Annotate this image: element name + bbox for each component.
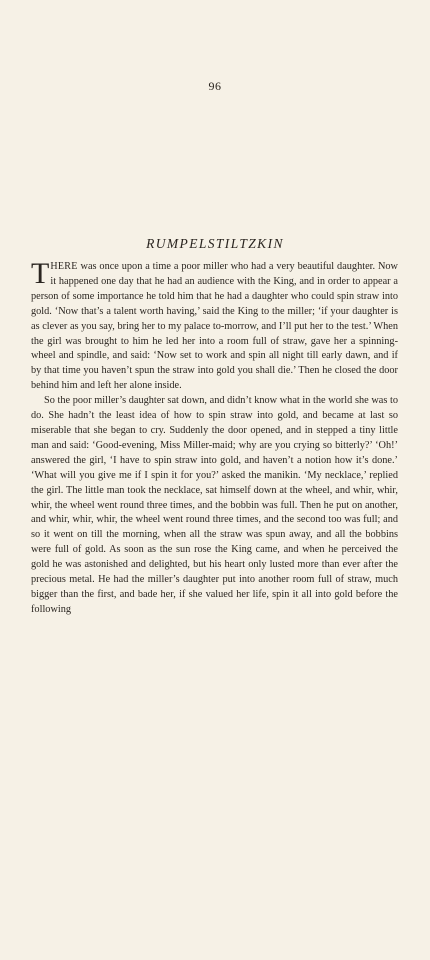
page-number: 96 [208,79,222,93]
story-body [31,257,398,618]
paragraph-1 [31,257,398,394]
paragraph-2: So the poor miller’s daughter sat down, and didn’t know what in the world she was to do. She hadn’t the least idea of how to spin straw into gold, and became at last so miserable that she began to cry. Suddenly the door opened, and in stepped a tiny little man and said: ‘Good-evening, Miss Miller-maid; why are you crying so bitterly?’ ‘Oh!’ answered the girl, ‘I have to spin straw into gold, and haven’t a notion how it’s done.’ ‘What will you give me if I spin it for you?’ asked the manikin. ‘My necklace,’ replied the girl. The little man took the necklace, sat himself down at the wheel, and whir, whir, whir, the wheel went round three times, and the bobbin was full. Then he put on another, and whir, whir, whir, the wheel went round three times, and the second too was full; and so it went on till the morning, when all the straw was spun away, and all the bobbins were full of gold. As soon as the sun rose the King came, and when he perceived the gold he was astonished and delighted, but his heart only lusted more than ever after the precious metal. He had the miller’s daughter put into another room full of straw, much bigger than the first, and bade her, if she valued her life, spin it all into gold before the following [31,395,398,615]
chapter-title: RUMPELSTILTZKIN [146,236,284,251]
paragraph-1-text: was once upon a time a poor miller who had a very beautiful daughter. Now it happened one day that he had an audience with the King, and in order to appear a person of some importance he told him that he had a daughter who could spin straw into gold. ‘Now that’s a talent worth having,’ said the King to the miller; ‘if your daughter is as clever as you say, bring her to my palace to-morrow, and I’ll put her to the test.’ When the girl was brought to him he led her into a room full of straw, gave her a spinning-wheel and spindle, and said: ‘Now set to work and spin all night till early dawn, and if by that time you haven’t spun the straw into gold you shall die.’ Then he closed the door behind him and left her alone inside. [31,261,398,392]
drop-cap: T [31,257,50,290]
lead-word: HERE [50,261,78,272]
